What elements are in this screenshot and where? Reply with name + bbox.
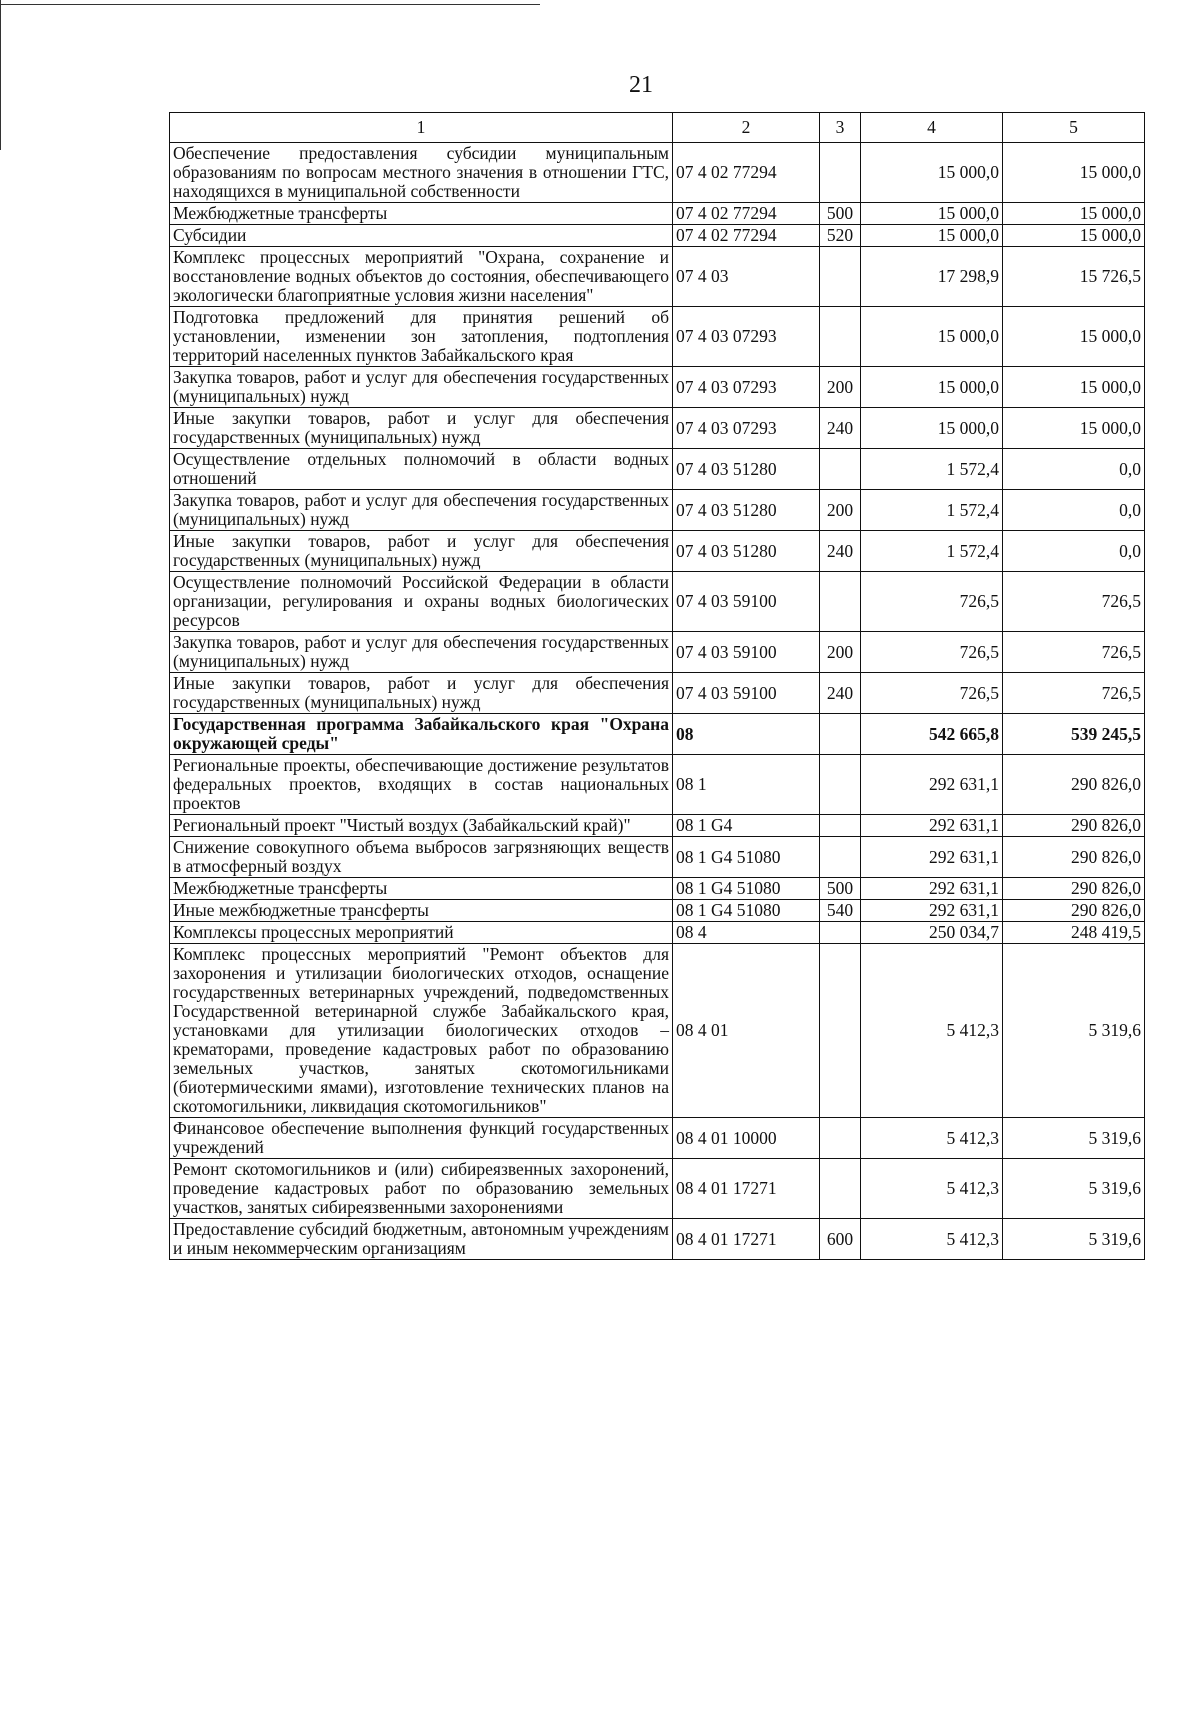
table-row [170,408,1145,449]
row-name: Закупка товаров, работ и услуг для обеспечения государственных (муниципальных) нужд [170,632,673,673]
row-code: 08 1 G4 51080 [673,837,820,878]
row-expense-type: 200 [820,490,861,531]
row-amount-year2: 15 000,0 [1003,408,1145,449]
row-name: Комплекс процессных мероприятий "Ремонт объектов для захоронения и утилизации биологических отходов, оснащение государственных ветеринарных учреждений, подведомственных Государственной ветеринарной службе Забайкальского края, установками для утилизации биологических отходов – крематорами, проведение кадастровых работ по образованию земельных участков, занятых скотомогильниками (биотермическими ямами), изготовление технических планов на скотомогильники, ликвидация скотомогильников" [170,944,673,1118]
row-amount-year1: 15 000,0 [861,408,1003,449]
table-row [170,922,1145,944]
row-expense-type [820,1159,861,1219]
row-code: 07 4 03 51280 [673,490,820,531]
row-amount-year2: 5 319,6 [1003,1159,1145,1219]
row-expense-type [820,755,861,815]
row-code: 07 4 02 77294 [673,203,820,225]
row-amount-year2: 5 319,6 [1003,944,1145,1118]
row-amount-year2: 726,5 [1003,673,1145,714]
row-expense-type [820,944,861,1118]
table-row [170,900,1145,922]
row-expense-type [820,837,861,878]
row-expense-type: 600 [820,1219,861,1260]
row-amount-year1: 17 298,9 [861,247,1003,307]
table-row [170,203,1145,225]
row-expense-type [820,143,861,203]
row-code: 07 4 03 51280 [673,449,820,490]
budget-table [169,112,1145,1260]
table-body [170,143,1145,1260]
row-name: Предоставление субсидий бюджетным, автономным учреждениям и иным некоммерческим организациям [170,1219,673,1260]
table-row [170,1159,1145,1219]
table-row [170,1118,1145,1159]
row-amount-year1: 15 000,0 [861,143,1003,203]
row-amount-year1: 292 631,1 [861,755,1003,815]
row-expense-type [820,247,861,307]
row-amount-year1: 726,5 [861,673,1003,714]
row-code: 08 1 G4 51080 [673,878,820,900]
row-name: Региональные проекты, обеспечивающие достижение результатов федеральных проектов, входящих в состав национальных проектов [170,755,673,815]
row-expense-type [820,714,861,755]
row-code: 08 1 G4 51080 [673,900,820,922]
row-expense-type [820,815,861,837]
table-row [170,837,1145,878]
row-name: Обеспечение предоставления субсидии муниципальным образованиям по вопросам местного значения в отношении ГТС, находящихся в муниципальной собственности [170,143,673,203]
row-amount-year1: 15 000,0 [861,225,1003,247]
row-amount-year1: 542 665,8 [861,714,1003,755]
row-code: 07 4 03 07293 [673,307,820,367]
row-amount-year1: 5 412,3 [861,944,1003,1118]
row-amount-year2: 0,0 [1003,449,1145,490]
row-amount-year2: 15 000,0 [1003,143,1145,203]
row-expense-type [820,572,861,632]
row-amount-year1: 292 631,1 [861,815,1003,837]
row-name: Межбюджетные трансферты [170,878,673,900]
table-row [170,673,1145,714]
row-name: Государственная программа Забайкальского края "Охрана окружающей среды" [170,714,673,755]
row-amount-year1: 15 000,0 [861,367,1003,408]
row-name: Субсидии [170,225,673,247]
row-name: Осуществление полномочий Российской Федерации в области организации, регулирования и охраны водных биологических ресурсов [170,572,673,632]
row-amount-year2: 539 245,5 [1003,714,1145,755]
table-row [170,449,1145,490]
table-row [170,944,1145,1118]
row-name: Снижение совокупного объема выбросов загрязняющих веществ в атмосферный воздух [170,837,673,878]
row-expense-type: 520 [820,225,861,247]
header-row [170,113,1145,143]
row-amount-year1: 292 631,1 [861,878,1003,900]
row-amount-year1: 5 412,3 [861,1159,1003,1219]
table-row [170,1219,1145,1260]
row-expense-type: 200 [820,367,861,408]
row-amount-year1: 1 572,4 [861,449,1003,490]
row-expense-type [820,307,861,367]
table-row [170,572,1145,632]
row-amount-year1: 1 572,4 [861,531,1003,572]
row-amount-year2: 5 319,6 [1003,1219,1145,1260]
row-code: 07 4 02 77294 [673,143,820,203]
column-header-code: 2 [673,113,820,143]
row-code: 07 4 03 07293 [673,367,820,408]
row-code: 07 4 03 59100 [673,673,820,714]
row-amount-year1: 1 572,4 [861,490,1003,531]
column-header-amount-year1: 4 [861,113,1003,143]
table-row [170,307,1145,367]
row-amount-year2: 15 000,0 [1003,203,1145,225]
row-amount-year2: 726,5 [1003,632,1145,673]
row-name: Региональный проект "Чистый воздух (Забайкальский край)" [170,815,673,837]
table-row [170,367,1145,408]
table-row [170,531,1145,572]
row-amount-year2: 15 000,0 [1003,307,1145,367]
row-amount-year2: 15 000,0 [1003,367,1145,408]
row-name: Иные закупки товаров, работ и услуг для обеспечения государственных (муниципальных) нужд [170,408,673,449]
row-amount-year2: 290 826,0 [1003,900,1145,922]
row-amount-year2: 290 826,0 [1003,837,1145,878]
row-amount-year2: 290 826,0 [1003,815,1145,837]
row-code: 08 4 [673,922,820,944]
column-header-expense-type: 3 [820,113,861,143]
table-row [170,632,1145,673]
table-row [170,714,1145,755]
row-code: 08 4 01 [673,944,820,1118]
table-row [170,490,1145,531]
table-row [170,225,1145,247]
row-name: Ремонт скотомогильников и (или) сибиреязвенных захоронений, проведение кадастровых работ по образованию земельных участков, занятых сибиреязвенными захоронениями [170,1159,673,1219]
row-name: Финансовое обеспечение выполнения функций государственных учреждений [170,1118,673,1159]
row-name: Межбюджетные трансферты [170,203,673,225]
table-row [170,755,1145,815]
row-code: 07 4 03 59100 [673,632,820,673]
row-expense-type: 240 [820,531,861,572]
row-amount-year1: 726,5 [861,632,1003,673]
table-row [170,247,1145,307]
row-amount-year1: 292 631,1 [861,837,1003,878]
row-name: Закупка товаров, работ и услуг для обеспечения государственных (муниципальных) нужд [170,490,673,531]
row-code: 08 1 [673,755,820,815]
column-header-amount-year2: 5 [1003,113,1145,143]
row-amount-year1: 15 000,0 [861,307,1003,367]
row-amount-year1: 250 034,7 [861,922,1003,944]
row-name: Осуществление отдельных полномочий в области водных отношений [170,449,673,490]
row-expense-type [820,1118,861,1159]
row-name: Комплекс процессных мероприятий "Охрана, сохранение и восстановление водных объектов до состояния, обеспечивающего экологически благоприятные условия жизни населения" [170,247,673,307]
row-expense-type [820,922,861,944]
column-header-name: 1 [170,113,673,143]
row-code: 08 4 01 17271 [673,1159,820,1219]
row-name: Подготовка предложений для принятия решений об установлении, изменении зон затопления, подтопления территорий населенных пунктов Забайкальского края [170,307,673,367]
row-amount-year1: 5 412,3 [861,1118,1003,1159]
row-amount-year2: 726,5 [1003,572,1145,632]
row-amount-year2: 290 826,0 [1003,878,1145,900]
row-amount-year2: 248 419,5 [1003,922,1145,944]
row-amount-year2: 15 726,5 [1003,247,1145,307]
row-code: 08 4 01 17271 [673,1219,820,1260]
row-amount-year2: 0,0 [1003,490,1145,531]
row-expense-type: 200 [820,632,861,673]
row-code: 07 4 03 51280 [673,531,820,572]
row-expense-type: 240 [820,673,861,714]
row-amount-year1: 726,5 [861,572,1003,632]
row-expense-type: 240 [820,408,861,449]
row-amount-year2: 15 000,0 [1003,225,1145,247]
row-expense-type [820,449,861,490]
row-amount-year2: 290 826,0 [1003,755,1145,815]
row-code: 07 4 03 59100 [673,572,820,632]
row-name: Иные закупки товаров, работ и услуг для обеспечения государственных (муниципальных) нужд [170,531,673,572]
row-amount-year1: 5 412,3 [861,1219,1003,1260]
row-expense-type: 500 [820,203,861,225]
row-code: 08 1 G4 [673,815,820,837]
row-code: 08 4 01 10000 [673,1118,820,1159]
row-amount-year2: 0,0 [1003,531,1145,572]
row-amount-year1: 15 000,0 [861,203,1003,225]
row-code: 08 [673,714,820,755]
row-amount-year2: 5 319,6 [1003,1118,1145,1159]
table-row [170,815,1145,837]
row-code: 07 4 02 77294 [673,225,820,247]
row-expense-type: 540 [820,900,861,922]
row-code: 07 4 03 [673,247,820,307]
row-name: Комплексы процессных мероприятий [170,922,673,944]
row-name: Иные закупки товаров, работ и услуг для обеспечения государственных (муниципальных) нужд [170,673,673,714]
table-row [170,878,1145,900]
page-number: 21 [629,72,653,98]
row-name: Закупка товаров, работ и услуг для обеспечения государственных (муниципальных) нужд [170,367,673,408]
scan-edge-top [0,4,540,5]
row-amount-year1: 292 631,1 [861,900,1003,922]
table-row [170,143,1145,203]
row-code: 07 4 03 07293 [673,408,820,449]
row-expense-type: 500 [820,878,861,900]
row-name: Иные межбюджетные трансферты [170,900,673,922]
